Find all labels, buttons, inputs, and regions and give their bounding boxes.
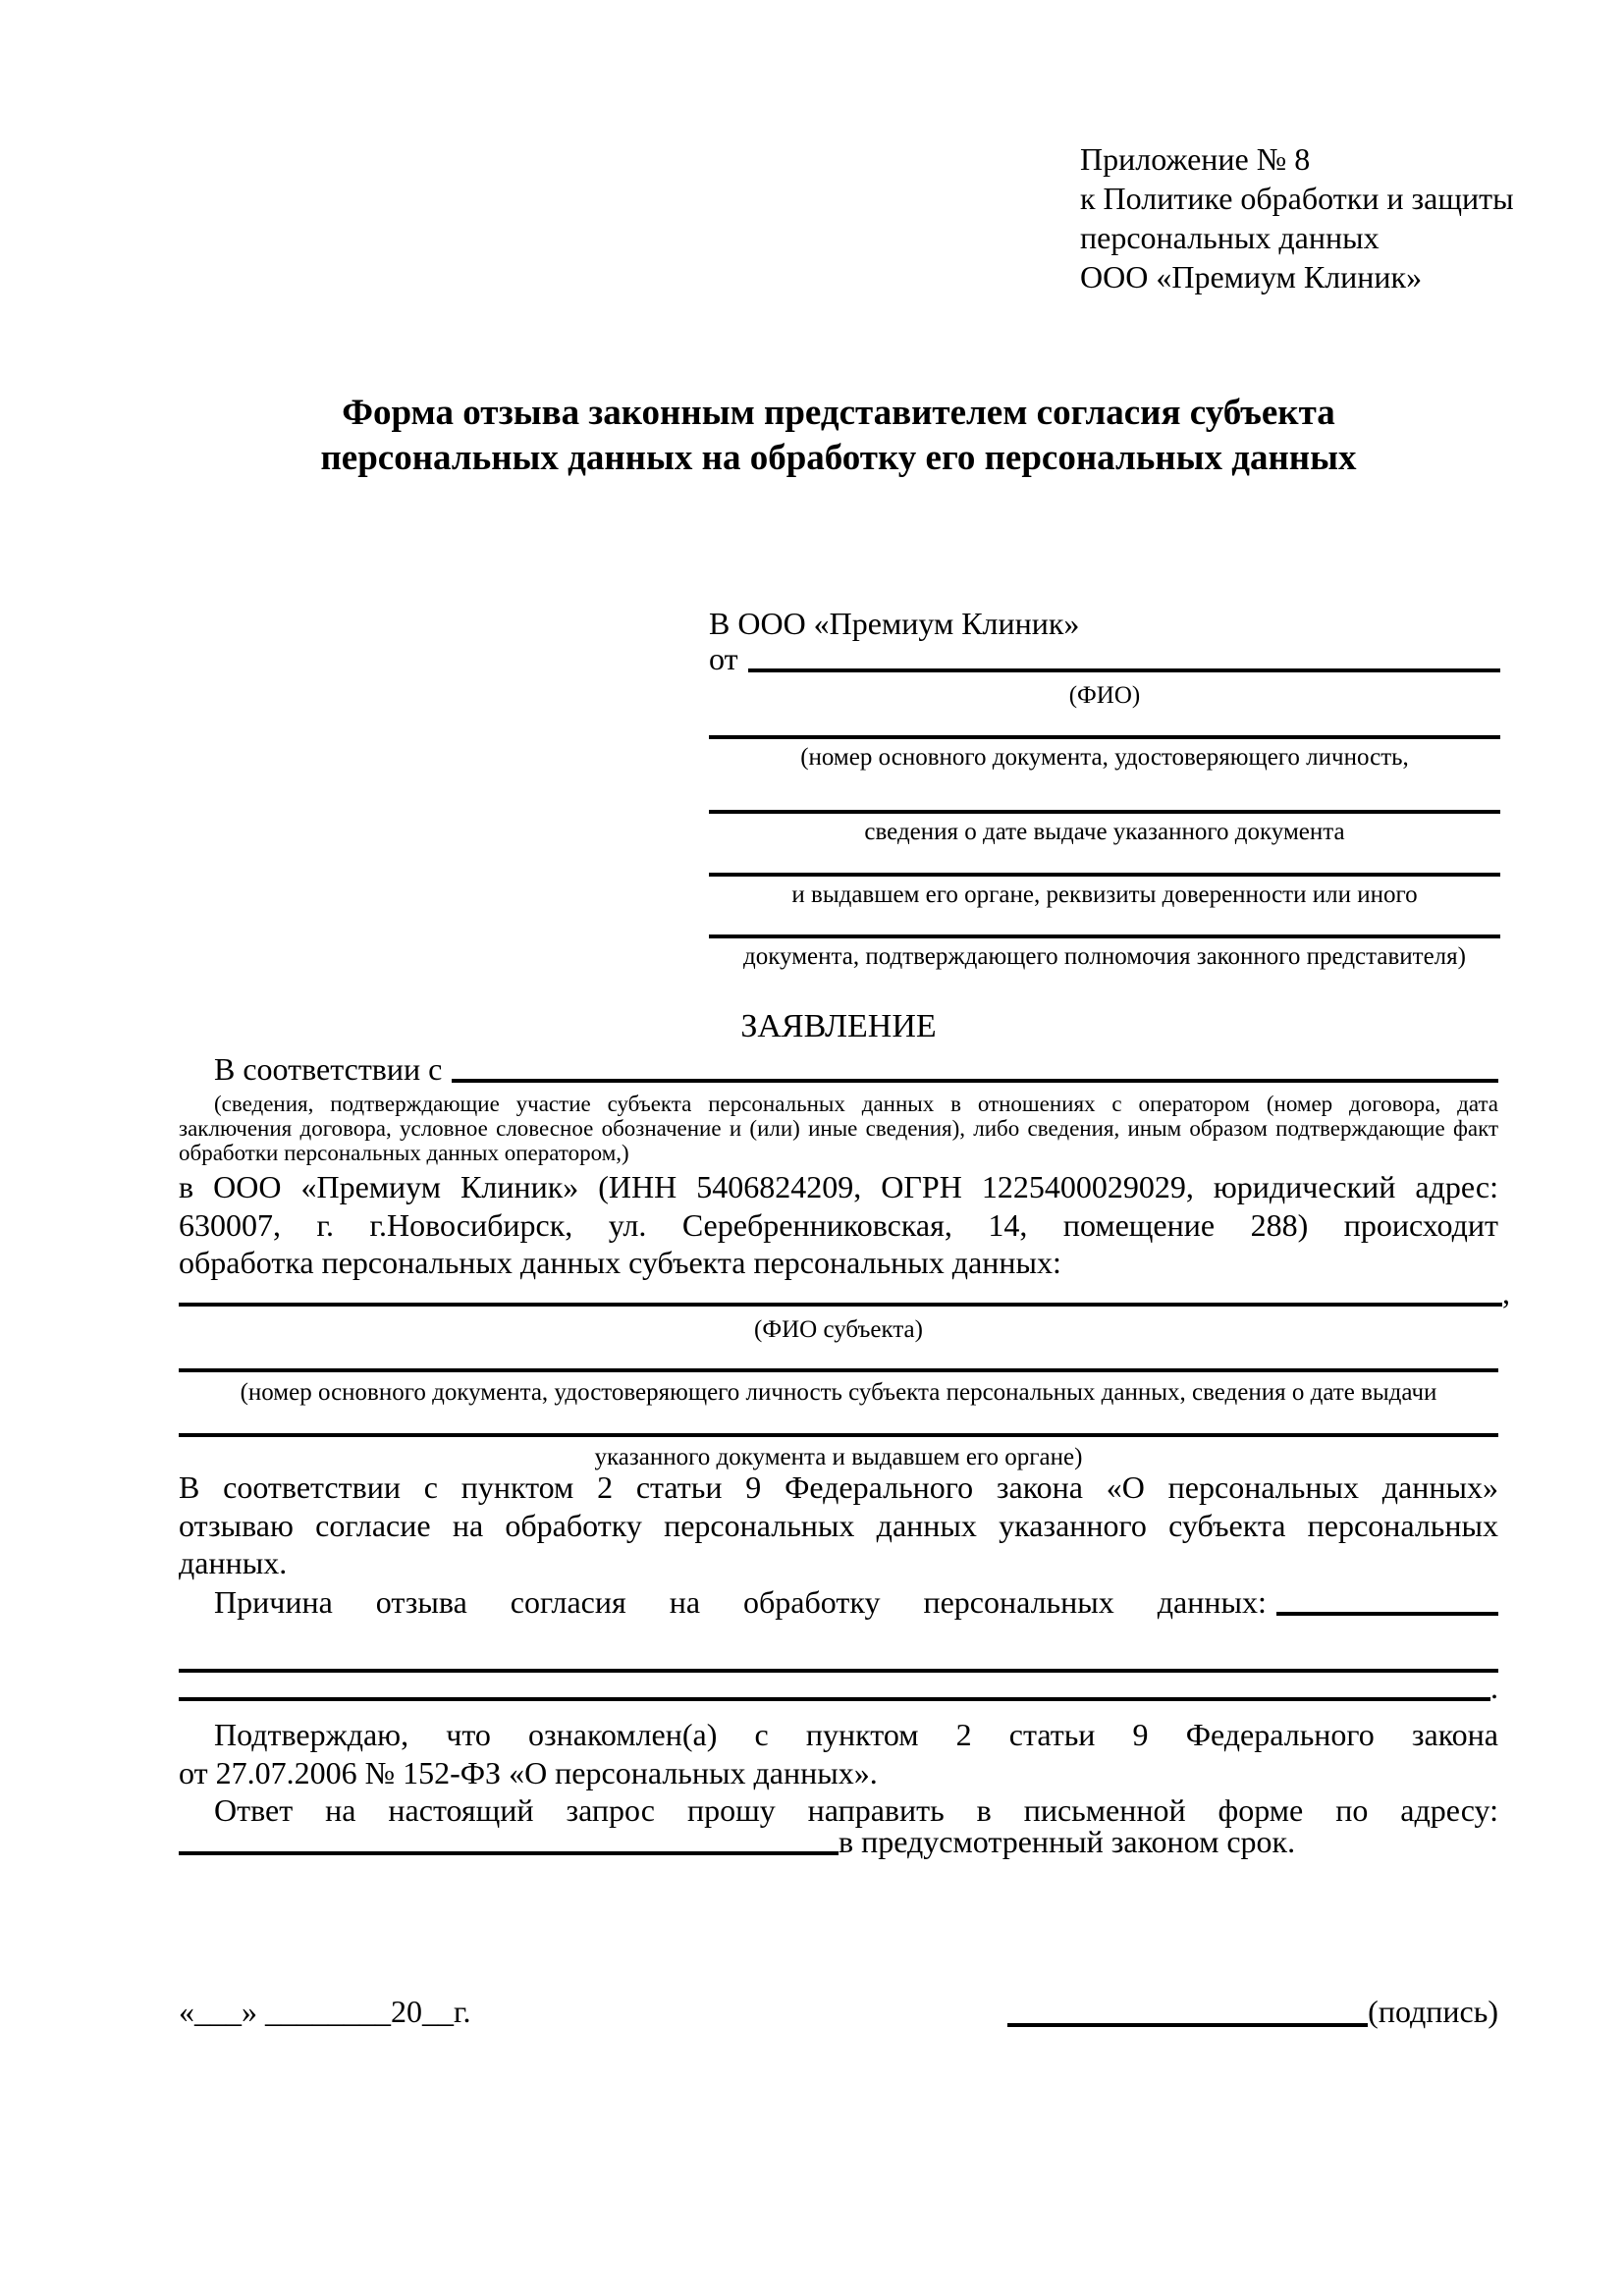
appendix-line: персональных данных — [1080, 220, 1380, 255]
operator-paragraph — [179, 1168, 1498, 1282]
footer-row — [179, 1993, 1498, 2032]
statement-heading: ЗАЯВЛЕНИЕ — [740, 1008, 937, 1044]
withdraw-paragraph-line: отзываю согласие на обработку персональных данных указанного субъекта персональных — [179, 1507, 1498, 1543]
basis-blank-line — [452, 1078, 1498, 1083]
operator-paragraph-line: 630007, г. г.Новосибирск, ул. Серебренниковская, 14, помещение 288) происходит — [179, 1206, 1498, 1243]
subject-doc-blank-line-2 — [179, 1400, 1498, 1437]
withdraw-paragraph-line: В соответствии с пунктом 2 статьи 9 Федерального закона «О персональных данных» — [179, 1469, 1498, 1505]
document-blank-line-1 — [709, 702, 1500, 739]
basis-caption-paragraph — [179, 1092, 1498, 1165]
date-line: «___» ________20__г. — [179, 1994, 471, 2029]
signature-blank-line — [1007, 2022, 1368, 2027]
subject-fio-caption: (ФИО субъекта) — [754, 1316, 923, 1343]
subject-doc-blank-line-1 — [179, 1335, 1498, 1372]
subject-fio-comma: , — [1502, 1275, 1510, 1310]
document-title-line: Форма отзыва законным представителем согласия субъекта — [342, 393, 1335, 433]
appendix-line: ООО «Премиум Клиник» — [1080, 259, 1423, 294]
document-blank-line-2 — [709, 776, 1500, 814]
operator-paragraph-line: в ООО «Премиум Клиник» (ИНН 5406824209, ОГРН 1225400029029, юридический адрес: — [179, 1169, 1498, 1204]
basis-caption-line: (сведения, подтверждающие участие субъекта персональных данных в отношениях с оператором (номер договора, дата — [214, 1092, 1498, 1116]
fio-caption: (ФИО) — [1068, 682, 1141, 709]
document-caption-1: (номер основного документа, удостоверяющего личность, — [800, 744, 1409, 771]
confirm-paragraph-line: от 27.07.2006 № 152-ФЗ «О персональных данных». — [179, 1754, 878, 1790]
reason-row — [179, 1583, 1498, 1621]
appendix-line: к Политике обработки и защиты — [1080, 181, 1514, 216]
fio-blank-line — [748, 667, 1500, 672]
from-label: от — [709, 641, 738, 676]
appendix-line: Приложение № 8 — [1080, 141, 1311, 177]
reason-blank-line — [1276, 1611, 1498, 1616]
document-blank-line-4 — [709, 901, 1500, 938]
basis-caption-line: обработки персональных данных оператором,) — [179, 1141, 629, 1165]
basis-caption-line: заключения договора, условное словесное обозначение и (или) иные сведения), либо сведения, иным образом подтверждающие факт — [179, 1116, 1498, 1141]
address-blank-line — [179, 1850, 839, 1855]
addressee-to: В ООО «Премиум Клиник» — [709, 606, 1080, 641]
answer-line: Ответ на настоящий запрос прошу направить в письменной форме по адресу: — [214, 1792, 1498, 1828]
document-caption-4: документа, подтверждающего полномочия законного представителя) — [743, 943, 1466, 970]
document-blank-line-3 — [709, 839, 1500, 877]
from-row — [709, 640, 1500, 677]
subject-doc-caption-1: (номер основного документа, удостоверяющего личность субъекта персональных данных, сведения о дате выдачи — [240, 1379, 1437, 1406]
basis-row — [179, 1050, 1498, 1088]
withdraw-paragraph — [179, 1468, 1498, 1582]
subject-doc-caption-2: указанного документа и выдавшем его органе) — [594, 1444, 1083, 1470]
address-term-row — [179, 1823, 1498, 1860]
reason-blank-line-3 — [179, 1696, 1490, 1701]
footer-spacer — [471, 1993, 1007, 2032]
reason-blank-row-3 — [179, 1669, 1498, 1706]
signature-caption: (подпись) — [1368, 1994, 1498, 2029]
confirm-paragraph-line: Подтверждаю, что ознакомлен(а) с пунктом 2 статьи 9 Федерального закона — [214, 1717, 1498, 1752]
signature-group — [1007, 1993, 1498, 2032]
reason-label: Причина отзыва согласия на обработку персональных данных: — [214, 1584, 1267, 1620]
subject-fio-row — [179, 1274, 1510, 1311]
subject-fio-blank-line — [179, 1302, 1502, 1307]
confirm-paragraph — [179, 1716, 1498, 1791]
withdraw-paragraph-line: данных. — [179, 1545, 288, 1580]
appendix-note — [1080, 139, 1532, 296]
reason-end-dot: . — [1490, 1670, 1498, 1705]
reason-blank-line-2 — [179, 1635, 1498, 1673]
term-text: в предусмотренный законом срок. — [839, 1824, 1296, 1859]
document-title — [179, 391, 1498, 481]
basis-label: В соответствии с — [214, 1051, 443, 1087]
operator-paragraph-line: обработка персональных данных субъекта персональных данных: — [179, 1245, 1061, 1280]
document-caption-3: и выдавшем его органе, реквизиты доверенности или иного — [791, 881, 1418, 908]
document-caption-2: сведения о дате выдаче указанного документа — [864, 819, 1345, 845]
document-title-line: персональных данных на обработку его персональных данных — [320, 438, 1357, 478]
